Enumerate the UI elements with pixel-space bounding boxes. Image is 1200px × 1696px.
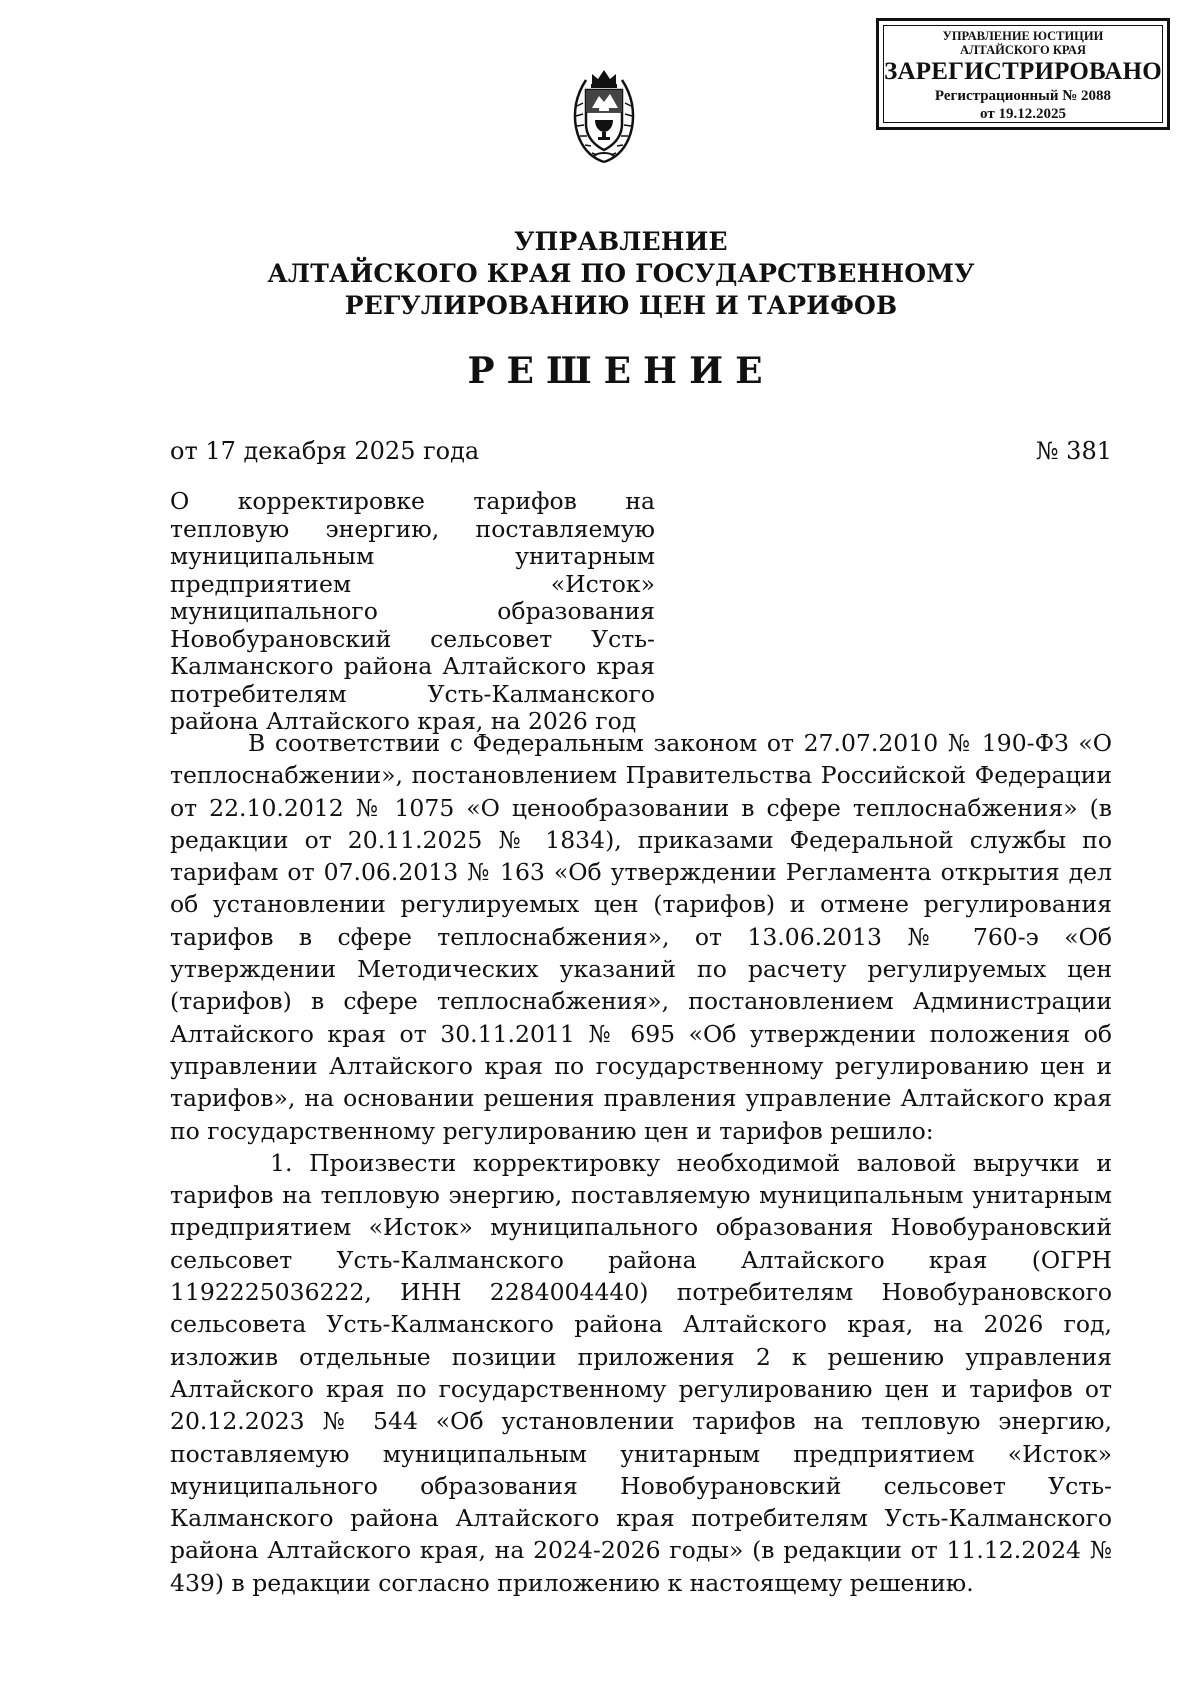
document-subject: О корректировке тарифов на тепловую энергию, поставляемую муниципальным унитарным предприятием «Исток» муниципального образования Новобурановский сельсовет Усть-Калманского района Алтайского края потребителям Усть-Калманского района Алтайского края, на 2026 год bbox=[170, 487, 655, 735]
stamp-reg-date: от 19.12.2025 bbox=[980, 106, 1066, 122]
registration-stamp-frame bbox=[883, 25, 1163, 123]
authority-line3: РЕГУЛИРОВАНИЮ ЦЕН И ТАРИФОВ bbox=[344, 291, 898, 320]
item-1-paragraph: 1. Произвести корректировку необходимой валовой выручки и тарифов на тепловую энергию, поставляемую муниципальным унитарным предприятием «Исток» муниципального образования Новобурановский сельсовет Усть-Калманского района Алтайского края (ОГРН 1192225036222, ИНН 2284004440) потребителям Новобурановского сельсовета Усть-Калманского района Алтайского края, на 2026 год, изложив отдельные позиции приложения 2 к решению управления Алтайского края по государственному регулированию цен и тарифов от 20.12.2023 № 544 «Об установлении тарифов на тепловую энергию, поставляемую муниципальным унитарным предприятием «Исток» муниципального образования Новобурановский сельсовет Усть-Калманского района Алтайского края потребителям Усть-Калманского района Алтайского края, на 2024-2026 годы» (в редакции от 11.12.2024 № 439) в редакции согласно приложению к настоящему решению. bbox=[170, 1148, 1112, 1597]
document-number: № 381 bbox=[1035, 437, 1112, 465]
authority-line2: АЛТАЙСКОГО КРАЯ ПО ГОСУДАРСТВЕННОМУ bbox=[267, 259, 975, 288]
altai-krai-coat-of-arms-icon bbox=[568, 66, 640, 166]
preamble-paragraph: В соответствии с Федеральным законом от 27.07.2010 № 190-ФЗ «О теплоснабжении», постановлением Правительства Российской Федерации от 22.10.2012 № 1075 «О ценообразовании в сфере теплоснабжения» (в редакции от 20.11.2025 № 1834), приказами Федеральной службы по тарифам от 07.06.2013 № 163 «Об утверждении Регламента открытия дел об установлении регулируемых цен (тарифов) и отмене регулирования тарифов в сфере теплоснабжения», от 13.06.2013 № 760-э «Об утверждении Методических указаний по расчету регулируемых цен (тарифов) в сфере теплоснабжения», постановлением Администрации Алтайского края от 30.11.2011 № 695 «Об утверждении положения об управлении Алтайского края по государственному регулированию цен и тарифов», на основании решения правления управление Алтайского края по государственному регулированию цен и тарифов решило: bbox=[170, 729, 1112, 1145]
stamp-org-line1: УПРАВЛЕНИЕ ЮСТИЦИИ bbox=[942, 29, 1104, 43]
issuing-authority bbox=[200, 226, 1042, 322]
document-body bbox=[170, 727, 1112, 1599]
stamp-status: ЗАРЕГИСТРИРОВАНО bbox=[884, 58, 1162, 85]
registration-stamp bbox=[876, 18, 1170, 130]
document-date: от 17 декабря 2025 года bbox=[170, 437, 480, 465]
stamp-org-line2: АЛТАЙСКОГО КРАЯ bbox=[960, 43, 1086, 57]
stamp-reg-number: Регистрационный № 2088 bbox=[934, 88, 1112, 104]
authority-line1: УПРАВЛЕНИЕ bbox=[514, 227, 728, 256]
document-type: РЕШЕНИЕ bbox=[467, 350, 775, 392]
